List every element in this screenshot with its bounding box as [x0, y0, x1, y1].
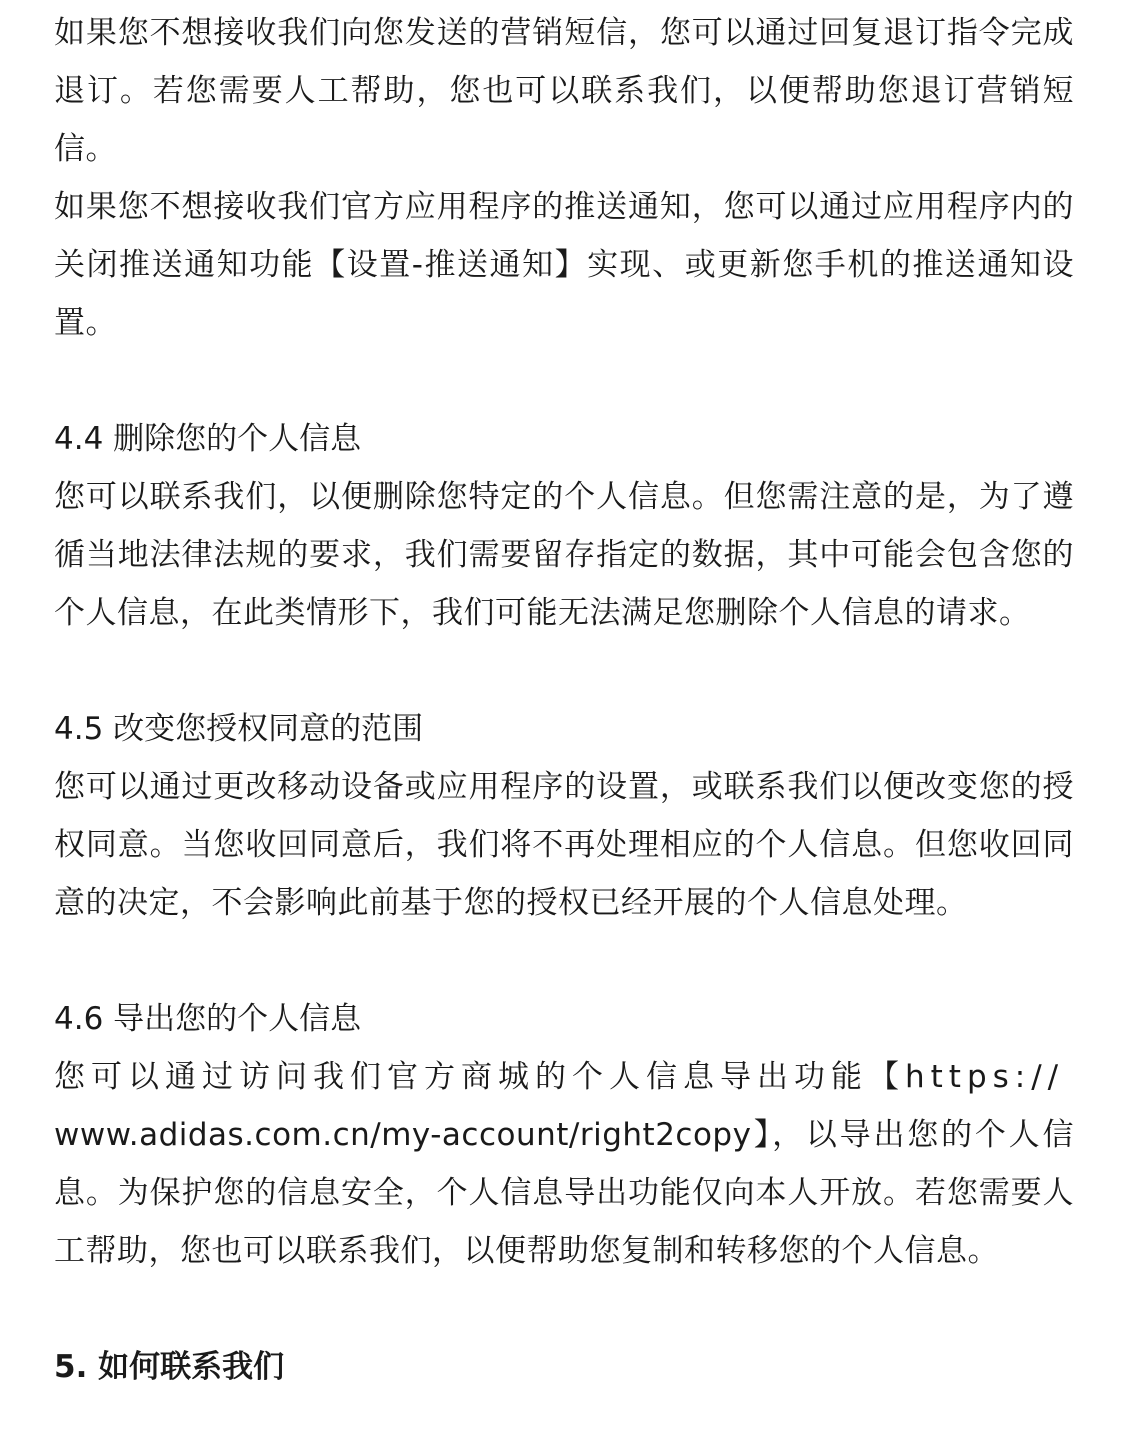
- section-heading-5: 5. 如何联系我们: [54, 1349, 285, 1385]
- export-info-paragraph-rest: www.adidas.com.cn/my-account/right2copy】，以导出您的个人信息。为保护您的信息安全，个人信息导出功能仅向本人开放。若您需要人工帮助，您也可以联系我们，以便帮助您复制和转移您的个人信息。: [54, 1117, 1074, 1269]
- delete-info-paragraph: 您可以联系我们，以便删除您特定的个人信息。但您需注意的是，为了遵循当地法律法规的要求，我们需要留存指定的数据，其中可能会包含您的个人信息，在此类情形下，我们可能无法满足您删除个人信息的请求。: [54, 479, 1074, 631]
- section-spacer: [54, 352, 1074, 410]
- export-info-paragraph-line1: 您可以通过访问我们官方商城的个人信息导出功能【https://: [54, 1059, 1065, 1095]
- push-notification-paragraph: 如果您不想接收我们官方应用程序的推送通知，您可以通过应用程序内的关闭推送通知功能【设置-推送通知】实现、或更新您手机的推送通知设置。: [54, 189, 1074, 341]
- section-spacer: [54, 1280, 1074, 1338]
- privacy-policy-document: [54, 4, 1074, 1396]
- section-spacer: [54, 932, 1074, 990]
- consent-scope-paragraph: 您可以通过更改移动设备或应用程序的设置，或联系我们以便改变您的授权同意。当您收回同意后，我们将不再处理相应的个人信息。但您收回同意的决定，不会影响此前基于您的授权已经开展的个人信息处理。: [54, 769, 1074, 921]
- section-spacer: [54, 642, 1074, 700]
- section-heading-4-4: 4.4 删除您的个人信息: [54, 421, 362, 457]
- marketing-sms-paragraph: 如果您不想接收我们向您发送的营销短信，您可以通过回复退订指令完成退订。若您需要人工帮助，您也可以联系我们，以便帮助您退订营销短信。: [54, 15, 1074, 167]
- section-heading-4-6: 4.6 导出您的个人信息: [54, 1001, 362, 1037]
- section-heading-4-5: 4.5 改变您授权同意的范围: [54, 711, 424, 747]
